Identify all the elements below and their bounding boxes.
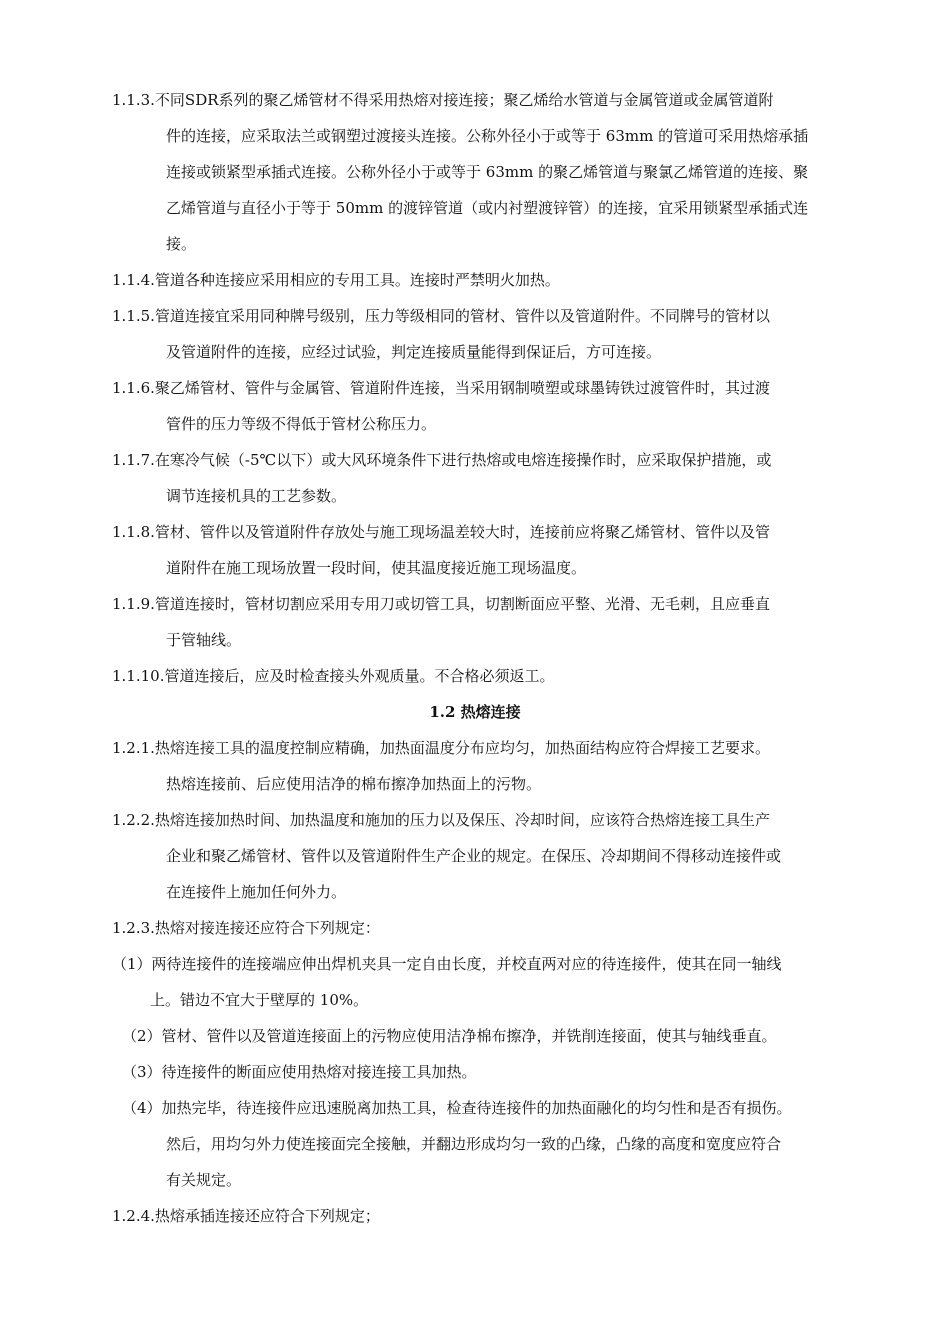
paragraph-1-1-9-line-1: 1.1.9.管道连接时，管材切割应采用专用刀或切管工具，切割断面应平整、光滑、无毛刺，且应垂直 bbox=[112, 595, 770, 613]
paragraph-1-2-1-line-2: 热熔连接前、后应使用洁净的棉布擦净加热面上的污物。 bbox=[166, 775, 542, 793]
paragraph-1-2-2-line-1: 1.2.2.热熔连接加热时间、加热温度和施加的压力以及保压、冷却时间，应该符合热熔连接工具生产 bbox=[112, 811, 770, 829]
paragraph-1-2-2-line-3: 在连接件上施加任何外力。 bbox=[166, 883, 347, 901]
paragraph-1-2-4-line-1: 1.2.4.热熔承插连接还应符合下列规定； bbox=[112, 1207, 380, 1225]
paragraph-1-2-3-line-1: 1.2.3.热熔对接连接还应符合下列规定： bbox=[112, 919, 380, 937]
paragraph-1-1-3-line-2: 件的连接，应采取法兰或钢塑过渡接头连接。公称外径小于或等于 63mm 的管道可采用热熔承插 bbox=[166, 127, 809, 145]
paragraph-1-1-5-line-2: 及管道附件的连接，应经过试验，判定连接质量能得到保证后，方可连接。 bbox=[166, 343, 662, 361]
list-item-1-line-1: （1）两待连接件的连接端应伸出焊机夹具一定自由长度，并校直两对应的待连接件，使其在同一轴线 bbox=[112, 955, 782, 973]
list-item-4-line-3: 有关规定。 bbox=[166, 1171, 242, 1189]
list-item-3-line-1: （3）待连接件的断面应使用热熔对接连接工具加热。 bbox=[122, 1063, 477, 1081]
paragraph-1-1-9-line-2: 于管轴线。 bbox=[166, 631, 242, 649]
list-item-4-line-2: 然后，用均匀外力使连接面完全接触，并翻边形成均匀一致的凸缘，凸缘的高度和宽度应符合 bbox=[166, 1135, 782, 1153]
paragraph-1-1-10-line-1: 1.1.10.管道连接后，应及时检查接头外观质量。不合格必须返工。 bbox=[112, 667, 555, 685]
list-item-4-line-1: （4）加热完毕，待连接件应迅速脱离加热工具，检查待连接件的加热面融化的均匀性和是否有损伤。 bbox=[122, 1099, 792, 1117]
paragraph-1-1-3-line-4: 乙烯管道与直径小于等于 50mm 的渡锌管道（或内衬塑渡锌管）的连接，宜采用锁紧型承插式连 bbox=[166, 199, 809, 217]
paragraph-1-1-6-line-1: 1.1.6.聚乙烯管材、管件与金属管、管道附件连接，当采用钢制喷塑或球墨铸铁过渡管件时，其过渡 bbox=[112, 379, 770, 397]
paragraph-1-2-1-line-1: 1.2.1.热熔连接工具的温度控制应精确，加热面温度分布应均匀，加热面结构应符合焊接工艺要求。 bbox=[112, 739, 770, 757]
paragraph-1-1-7-line-2: 调节连接机具的工艺参数。 bbox=[166, 487, 347, 505]
list-item-2-line-1: （2）管材、管件以及管道连接面上的污物应使用洁净棉布擦净，并铣削连接面，使其与轴线垂直。 bbox=[122, 1027, 777, 1045]
paragraph-1-1-6-line-2: 管件的压力等级不得低于管材公称压力。 bbox=[166, 415, 437, 433]
paragraph-1-1-3-line-1: 1.1.3.不同SDR系列的聚乙烯管材不得采用热熔对接连接；聚乙烯给水管道与金属管道或金属管道附 bbox=[112, 91, 774, 109]
paragraph-1-1-8-line-2: 道附件在施工现场放置一段时间，使其温度接近施工现场温度。 bbox=[166, 559, 587, 577]
paragraph-1-1-7-line-1: 1.1.7.在寒冷气候（-5℃以下）或大风环境条件下进行热熔或电熔连接操作时，应采取保护措施，或 bbox=[112, 451, 772, 469]
paragraph-1-2-2-line-2: 企业和聚乙烯管材、管件以及管道附件生产企业的规定。在保压、冷却期间不得移动连接件或 bbox=[166, 847, 782, 865]
paragraph-1-1-3-line-5: 接。 bbox=[166, 235, 197, 253]
list-item-1-line-2: 上。错边不宜大于壁厚的 10%。 bbox=[150, 991, 369, 1009]
paragraph-1-1-3-line-3: 连接或锁紧型承插式连接。公称外径小于或等于 63mm 的聚乙烯管道与聚氯乙烯管道的连接、聚 bbox=[166, 163, 809, 181]
paragraph-1-1-5-line-1: 1.1.5.管道连接宜采用同种牌号级别，压力等级相同的管材、管件以及管道附件。不同牌号的管材以 bbox=[112, 307, 770, 325]
section-heading: 1.2 热熔连接 bbox=[429, 703, 521, 721]
paragraph-1-1-8-line-1: 1.1.8.管材、管件以及管道附件存放处与施工现场温差较大时，连接前应将聚乙烯管材、管件以及管 bbox=[112, 523, 770, 541]
paragraph-1-1-4-line-1: 1.1.4.管道各种连接应采用相应的专用工具。连接时严禁明火加热。 bbox=[112, 271, 560, 289]
